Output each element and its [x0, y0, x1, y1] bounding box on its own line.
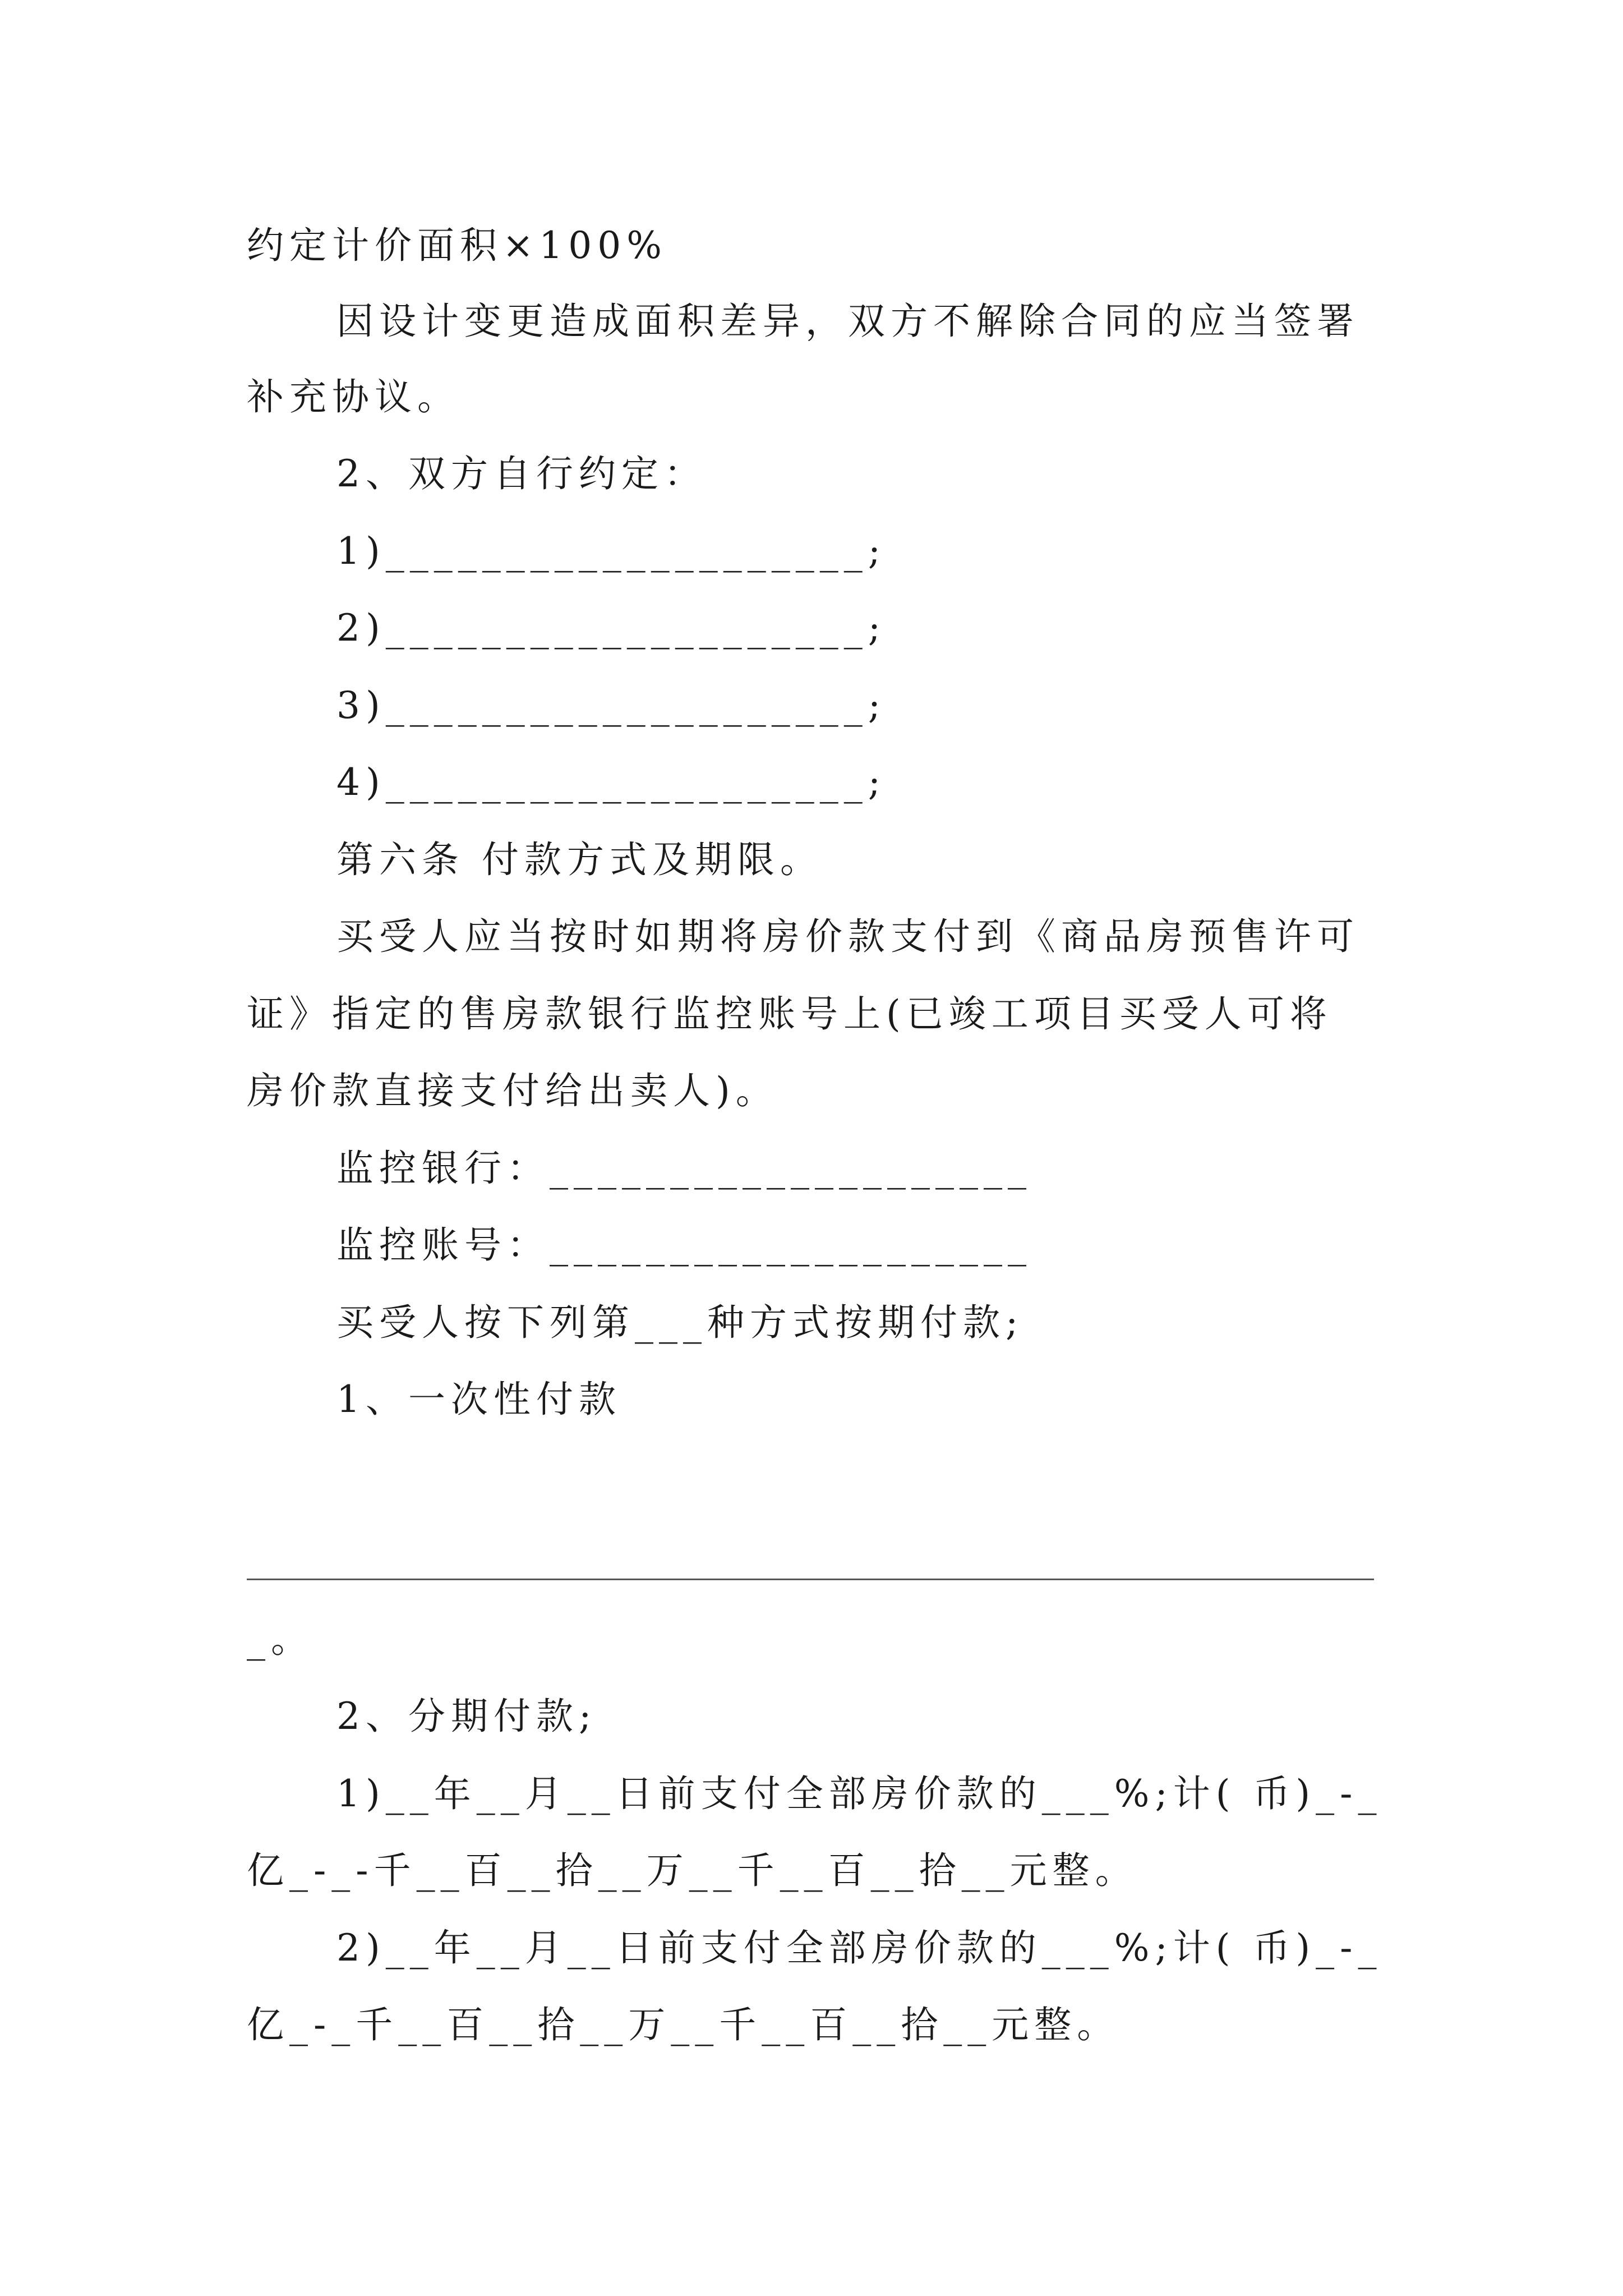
text-line: 买受人应当按时如期将房价款支付到《商品房预售许可: [336, 915, 1359, 958]
text-line: 3)____________________;: [336, 684, 886, 727]
text-line: 2)__年__月__日前支付全部房价款的___%;计( 币)_-_: [336, 1926, 1382, 1970]
blank-fill-line: [247, 1579, 1374, 1580]
text-line: 监控账号：____________________: [336, 1223, 1032, 1267]
text-line: 买受人按下列第___种方式按期付款;: [336, 1301, 1024, 1344]
text-line: 4)____________________;: [336, 761, 886, 804]
text-line: 第六条 付款方式及期限。: [336, 838, 823, 881]
text-line: 2、分期付款;: [336, 1695, 597, 1738]
text-line: 1)__年__月__日前支付全部房价款的___%;计( 币)_-_: [336, 1772, 1382, 1815]
text-line: 监控银行：____________________: [336, 1147, 1032, 1190]
text-line: 1、一次性付款: [336, 1378, 621, 1421]
text-line: 1)____________________;: [336, 530, 886, 573]
text-line: 亿_-_-千__百__拾__万__千__百__拾__元整。: [247, 1849, 1138, 1892]
text-line: 2、双方自行约定：: [336, 452, 707, 495]
text-line: 证》指定的售房款银行监控账号上(已竣工项目买受人可将: [247, 992, 1332, 1036]
text-line: _。: [247, 1618, 313, 1661]
text-line: 补充协议。: [247, 375, 460, 418]
text-line: 约定计价面积×100%: [247, 224, 667, 267]
text-line: 2)____________________;: [336, 606, 886, 650]
text-line: 房价款直接支付给出卖人)。: [247, 1069, 778, 1112]
text-line: 亿_-_千__百__拾__万__千__百__拾__元整。: [247, 2003, 1120, 2046]
text-line: 因设计变更造成面积差异，双方不解除合同的应当签署: [336, 300, 1359, 343]
